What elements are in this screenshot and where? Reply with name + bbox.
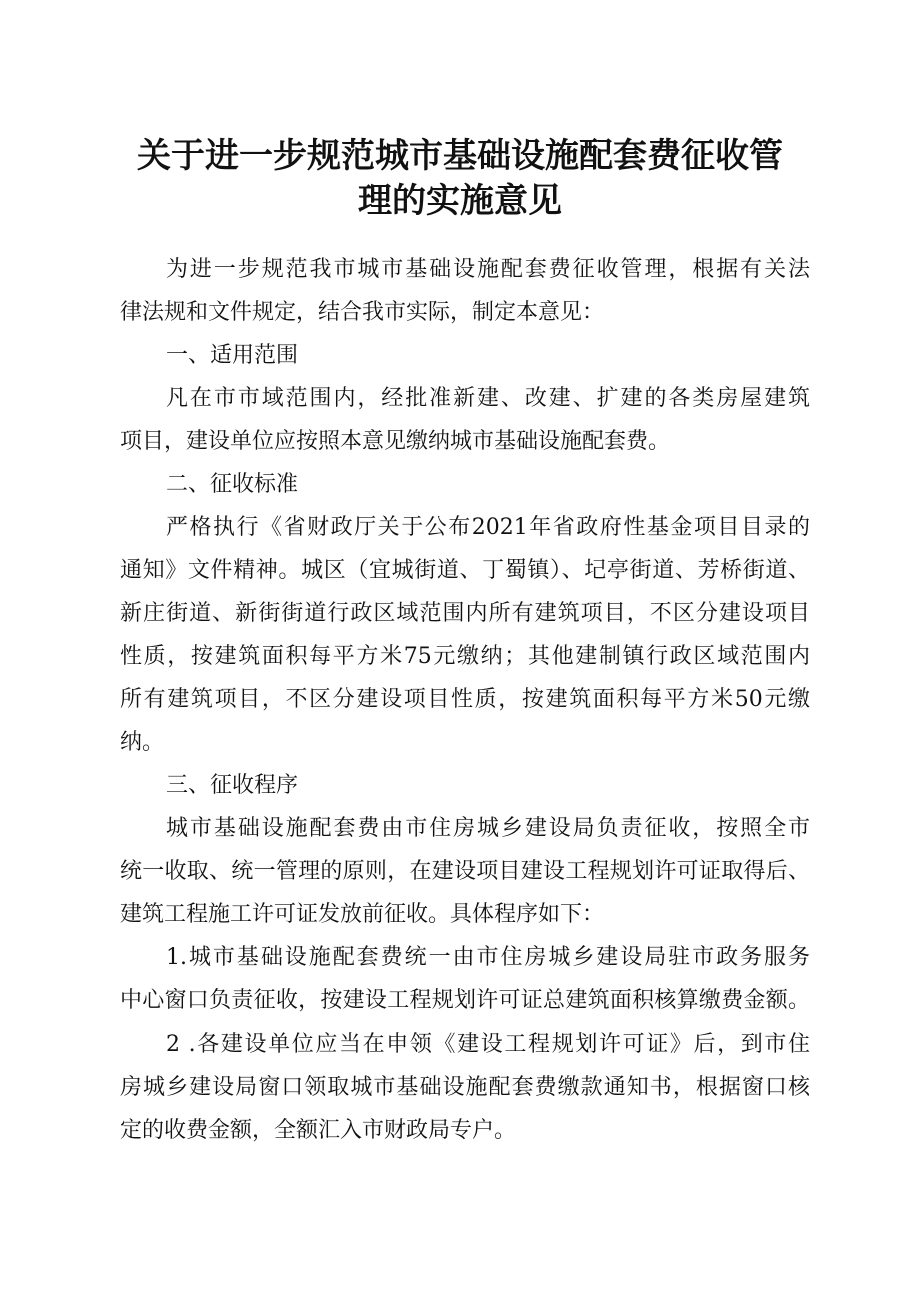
paragraph-line: 统一收取、统一管理的原则，在建设项目建设工程规划许可证取得后、 [120, 859, 810, 884]
paragraph-line: 定的收费金额，全额汇入市财政局专户。 [120, 1118, 517, 1143]
paragraph-line: 项目，建设单位应按照本意见缴纳城市基础设施配套费。 [120, 429, 671, 454]
paragraph-line: 所有建筑项目，不区分建设项目性质，按建筑面积每平方米50元缴 [120, 687, 810, 712]
paragraph-line: 新庄街道、新街街道行政区域范围内所有建筑项目，不区分建设项目 [120, 601, 810, 626]
paragraph-line: 通知》文件精神。城区（宜城街道、丁蜀镇）、圮亭街道、芳桥街道、 [120, 558, 810, 583]
document-title-line-2: 理的实施意见 [358, 181, 562, 221]
section-heading-standard: 二、征收标准 [166, 472, 299, 497]
document-title-line-1: 关于进一步规范城市基础设施配套费征收管 [137, 136, 783, 176]
paragraph-line: 房城乡建设局窗口领取城市基础设施配套费缴款通知书，根据窗口核 [120, 1075, 810, 1100]
paragraph-line: 建筑工程施工许可证发放前征收。具体程序如下： [120, 902, 605, 927]
paragraph-line: 凡在市市域范围内，经批准新建、改建、扩建的各类房屋建筑 [166, 386, 810, 411]
paragraph-line: 1.城市基础设施配套费统一由市住房城乡建设局驻市政务服务 [166, 945, 810, 970]
section-heading-scope: 一、适用范围 [166, 343, 299, 368]
paragraph-line: 律法规和文件规定，结合我市实际，制定本意见： [120, 300, 605, 325]
paragraph-line: 城市基础设施配套费由市住房城乡建设局负责征收，按照全市 [166, 816, 810, 841]
paragraph-line: 中心窗口负责征收，按建设工程规划许可证总建筑面积核算缴费金额。 [120, 988, 810, 1013]
paragraph-line: 纳。 [120, 730, 165, 755]
paragraph-line: 为进一步规范我市城市基础设施配套费征收管理，根据有关法 [166, 257, 810, 282]
paragraph-line: 性质，按建筑面积每平方米75元缴纳；其他建制镇行政区域范围内 [120, 644, 810, 669]
paragraph-line: 2 .各建设单位应当在申领《建设工程规划许可证》后，到市住 [166, 1032, 810, 1057]
paragraph-line: 严格执行《省财政厅关于公布2021年省政府性基金项目目录的 [166, 515, 810, 540]
section-heading-procedure: 三、征收程序 [166, 773, 299, 798]
